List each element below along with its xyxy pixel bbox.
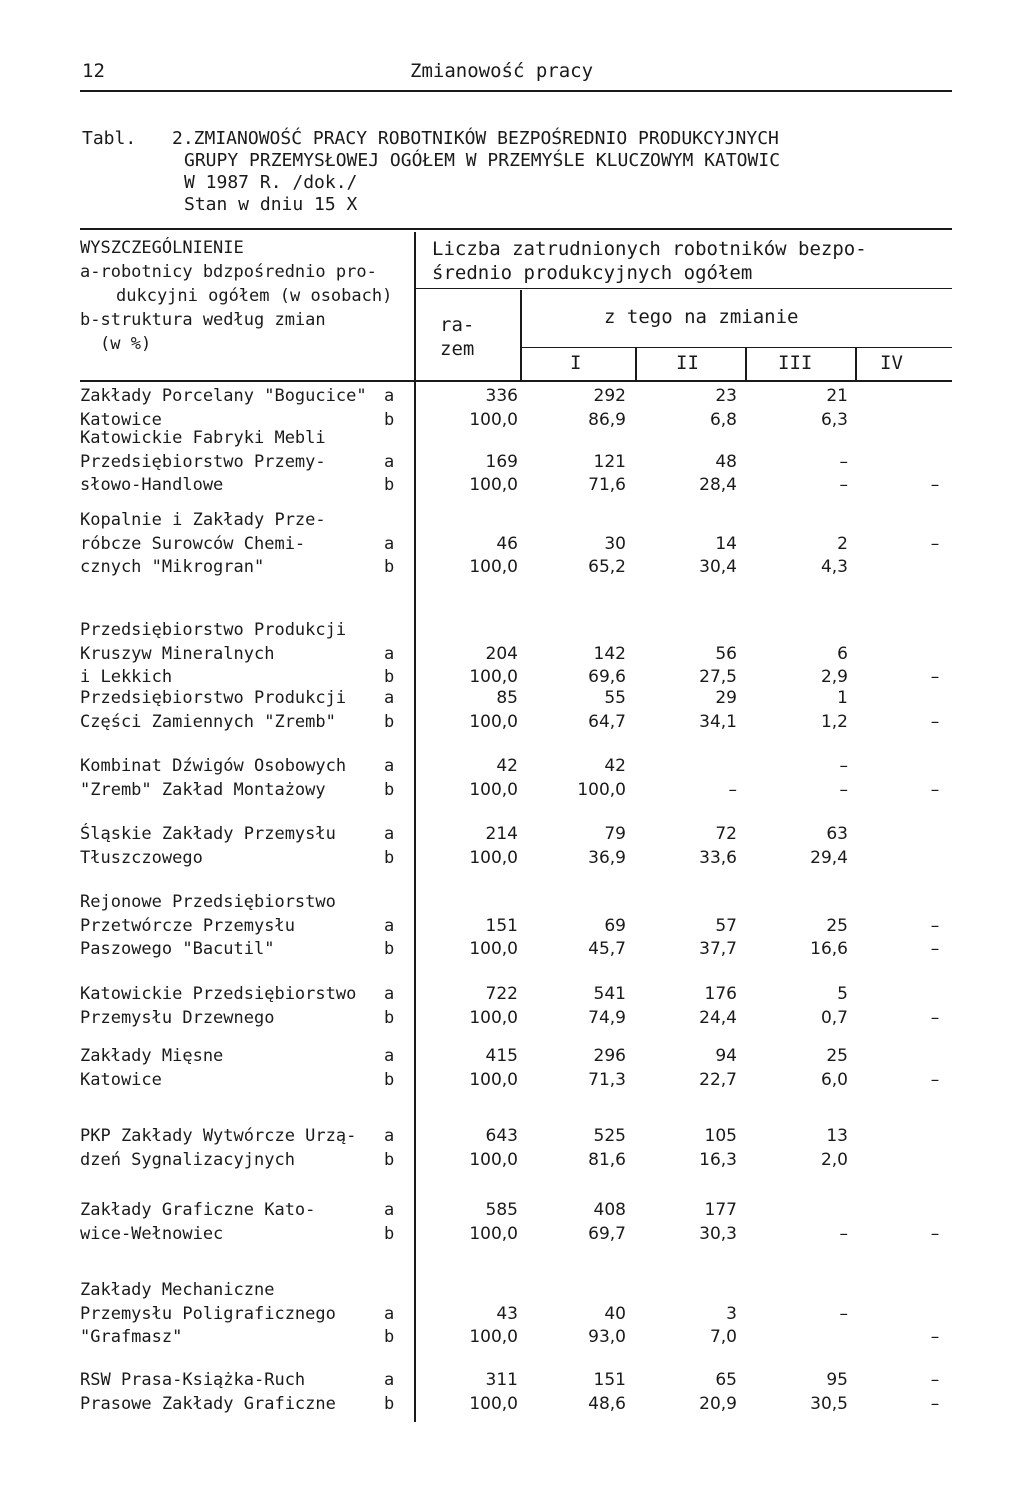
cell-b-col2: –: [728, 779, 737, 800]
row-name-line: Części Zamiennych "Zremb": [80, 711, 336, 732]
cell-a-col4: –: [930, 915, 940, 936]
cell-a-col4: –: [930, 1370, 940, 1390]
cell-b-col1: 69,6: [588, 667, 626, 687]
cell-b-col3: –: [839, 1223, 848, 1244]
header-rule: [80, 90, 952, 92]
cell-b-col3: 30,5: [810, 1393, 848, 1414]
cell-a-col0: 46: [496, 533, 518, 554]
cell-a-col0: 336: [485, 386, 518, 406]
row-marker-a: a: [384, 756, 395, 776]
cell-a-col0: 214: [485, 824, 518, 844]
cell-b-col2: 34,1: [699, 711, 737, 732]
row-marker-a: a: [384, 984, 395, 1004]
cell-a-col2: 72: [715, 824, 737, 844]
cell-a-col0: 643: [485, 1126, 518, 1146]
table-top-rule: [80, 228, 952, 230]
cell-b-col0: 100,0: [469, 1007, 518, 1028]
cell-a-col0: 722: [485, 984, 518, 1004]
cell-a-col0: 85: [496, 688, 518, 708]
cell-b-col0: 100,0: [469, 939, 518, 959]
cell-a-col3: 25: [826, 1046, 848, 1066]
cell-a-col2: 177: [704, 1200, 737, 1220]
row-marker-a: a: [384, 1200, 395, 1220]
cell-a-col3: 21: [826, 386, 848, 406]
cell-b-col4: –: [930, 1327, 940, 1347]
cell-a-col0: 311: [485, 1370, 518, 1390]
cell-b-col4: –: [930, 1393, 940, 1414]
table-title-line-4: Stan w dniu 15 X: [184, 194, 358, 215]
cell-b-col4: –: [930, 475, 940, 495]
row-marker-a: a: [384, 386, 395, 406]
row-name-line: róbcze Surowców Chemi-: [80, 533, 306, 554]
cell-a-col2: 57: [715, 915, 737, 936]
shift-II: II: [676, 352, 699, 374]
row-name-line: Przemysłu Poligraficznego: [80, 1303, 336, 1324]
cell-a-col3: –: [839, 756, 848, 776]
cell-b-col1: 36,9: [588, 847, 626, 868]
row-marker-b: b: [384, 939, 395, 959]
cell-b-col1: 64,7: [588, 711, 626, 732]
cell-a-col3: 95: [826, 1370, 848, 1390]
cell-b-col4: –: [930, 939, 940, 959]
row-name-line: Przedsiębiorstwo Produkcji: [80, 620, 347, 640]
row-name-line: Katowickie Fabryki Mebli: [80, 428, 326, 448]
cell-a-col1: 40: [604, 1303, 626, 1324]
cell-a-col2: 176: [704, 984, 737, 1004]
cell-b-col3: 0,7: [820, 1007, 848, 1028]
cell-a-col2: 3: [726, 1303, 737, 1324]
cell-a-col0: 151: [485, 915, 518, 936]
razem-header-2: zem: [440, 338, 475, 360]
cell-b-col4: –: [930, 779, 940, 800]
cell-a-col3: 5: [837, 984, 848, 1004]
row-marker-a: a: [384, 1303, 395, 1324]
stub-header-3: dukcyjni ogółem (w osobach): [116, 286, 393, 306]
row-marker-a: a: [384, 643, 395, 664]
row-marker-b: b: [384, 711, 395, 732]
row-marker-b: b: [384, 557, 395, 577]
cell-a-col0: 585: [485, 1200, 518, 1220]
cell-a-col2: 48: [715, 451, 737, 472]
cell-a-col1: 30: [604, 533, 626, 554]
table-label: Tabl.: [82, 128, 137, 149]
table-title-line-1: 2.ZMIANOWOŚĆ PRACY ROBOTNIKÓW BEZPOŚREDNIO PRODUKCYJNYCH: [172, 128, 779, 149]
cell-b-col1: 45,7: [588, 939, 626, 959]
row-name-line: dzeń Sygnalizacyjnych: [80, 1149, 295, 1170]
row-marker-b: b: [384, 409, 395, 430]
row-name-line: Zakłady Porcelany "Bogucice": [80, 386, 367, 406]
row-name-line: Zakłady Mięsne: [80, 1046, 224, 1066]
cell-a-col2: 65: [715, 1370, 737, 1390]
shift-rule: [520, 347, 952, 348]
cell-a-col0: 42: [496, 756, 518, 776]
cell-a-col3: 6: [837, 643, 848, 664]
cell-a-col4: –: [930, 533, 940, 554]
stub-header-4: b-struktura według zmian: [80, 310, 326, 330]
cell-b-col2: 33,6: [699, 847, 737, 868]
cell-b-col4: –: [930, 1069, 940, 1090]
row-marker-b: b: [384, 779, 395, 800]
shift-IV: IV: [880, 352, 903, 374]
table-title-line-3: W 1987 R. /dok./: [184, 172, 358, 193]
cell-b-col0: 100,0: [469, 557, 518, 577]
cell-b-col2: 30,4: [699, 557, 737, 577]
row-marker-a: a: [384, 1046, 395, 1066]
row-marker-a: a: [384, 533, 395, 554]
cell-a-col1: 541: [593, 984, 626, 1004]
cell-a-col2: 94: [715, 1046, 737, 1066]
cell-a-col1: 525: [593, 1126, 626, 1146]
row-name-line: "Zremb" Zakład Montażowy: [80, 779, 326, 800]
row-name-line: Katowice: [80, 409, 162, 430]
shift-I: I: [570, 352, 582, 374]
cell-b-col0: 100,0: [469, 1327, 518, 1347]
cell-a-col1: 55: [604, 688, 626, 708]
cell-b-col1: 71,3: [588, 1069, 626, 1090]
cell-b-col3: 6,0: [820, 1069, 848, 1090]
table-title-line-2: GRUPY PRZEMYSŁOWEJ OGÓŁEM W PRZEMYŚLE KLUCZOWYM KATOWIC: [184, 150, 781, 171]
cell-a-col1: 42: [604, 756, 626, 776]
cell-b-col1: 65,2: [588, 557, 626, 577]
subheader-rule: [414, 288, 952, 289]
cell-a-col1: 79: [604, 824, 626, 844]
shift-III: III: [778, 352, 813, 374]
cell-a-col2: 56: [715, 643, 737, 664]
stub-header-1: WYSZCZEGÓLNIENIE: [80, 238, 244, 258]
cell-b-col2: 7,0: [709, 1327, 737, 1347]
cell-b-col0: 100,0: [469, 711, 518, 732]
row-marker-a: a: [384, 451, 395, 472]
cell-b-col0: 100,0: [469, 1393, 518, 1414]
cell-b-col2: 6,8: [709, 409, 737, 430]
cell-b-col2: 30,3: [699, 1223, 737, 1244]
cell-b-col2: 37,7: [699, 939, 737, 959]
col-divider-2: [745, 348, 747, 380]
cell-b-col3: 2,0: [820, 1149, 848, 1170]
row-name-line: Kruszyw Mineralnych: [80, 643, 275, 664]
row-name-line: Śląskie Zakłady Przemysłu: [80, 824, 336, 844]
cell-b-col1: 74,9: [588, 1007, 626, 1028]
cell-b-col1: 81,6: [588, 1149, 626, 1170]
cell-a-col1: 408: [593, 1200, 626, 1220]
cell-b-col0: 100,0: [469, 1149, 518, 1170]
cell-b-col1: 93,0: [588, 1327, 626, 1347]
cell-a-col0: 169: [485, 451, 518, 472]
row-name-line: Prasowe Zakłady Graficzne: [80, 1393, 336, 1414]
row-name-line: Katowice: [80, 1069, 162, 1090]
cell-a-col2: 105: [704, 1126, 737, 1146]
row-name-line: Przedsiębiorstwo Przemy-: [80, 451, 326, 472]
cell-b-col1: 48,6: [588, 1393, 626, 1414]
cell-b-col4: –: [930, 711, 940, 732]
col-divider-razem: [520, 290, 522, 380]
cell-b-col2: 28,4: [699, 475, 737, 495]
row-name-line: "Grafmasz": [80, 1327, 183, 1347]
row-marker-b: b: [384, 1069, 395, 1090]
row-marker-b: b: [384, 1223, 395, 1244]
subheader: z tego na zmianie: [604, 306, 799, 328]
cell-a-col1: 69: [604, 915, 626, 936]
cell-a-col1: 296: [593, 1046, 626, 1066]
cell-a-col3: –: [839, 1303, 848, 1324]
row-name-line: wice-Wełnowiec: [80, 1223, 224, 1244]
stub-header-5: (w %): [100, 334, 152, 354]
cell-b-col1: 69,7: [588, 1223, 626, 1244]
cell-b-col3: 29,4: [810, 847, 848, 868]
row-marker-b: b: [384, 1149, 395, 1170]
cell-a-col0: 204: [485, 643, 518, 664]
razem-header-1: ra-: [440, 314, 475, 336]
cell-a-col1: 121: [593, 451, 626, 472]
row-marker-a: a: [384, 915, 395, 936]
cell-a-col0: 43: [496, 1303, 518, 1324]
cell-b-col0: 100,0: [469, 409, 518, 430]
row-marker-b: b: [384, 1393, 395, 1414]
cell-a-col3: 1: [837, 688, 848, 708]
row-name-line: Rejonowe Przedsiębiorstwo: [80, 892, 336, 912]
cell-a-col3: 25: [826, 915, 848, 936]
cell-a-col0: 415: [485, 1046, 518, 1066]
row-name-line: RSW Prasa-Książka-Ruch: [80, 1370, 306, 1390]
cell-b-col2: 24,4: [699, 1007, 737, 1028]
cell-a-col3: –: [839, 451, 848, 472]
row-marker-a: a: [384, 1370, 395, 1390]
row-marker-b: b: [384, 1327, 395, 1347]
cell-a-col1: 151: [593, 1370, 626, 1390]
cell-b-col2: 22,7: [699, 1069, 737, 1090]
row-marker-b: b: [384, 667, 395, 687]
cell-b-col1: 71,6: [588, 475, 626, 495]
cell-b-col3: 4,3: [820, 557, 848, 577]
cell-b-col2: 27,5: [699, 667, 737, 687]
cell-b-col4: –: [930, 1223, 940, 1244]
running-title: Zmianowość pracy: [410, 60, 594, 82]
cell-a-col1: 142: [593, 643, 626, 664]
row-name-line: Przedsiębiorstwo Produkcji: [80, 688, 347, 708]
cell-b-col0: 100,0: [469, 475, 518, 495]
cell-a-col3: 2: [837, 533, 848, 554]
row-name-line: Przetwórcze Przemysłu: [80, 915, 295, 936]
row-name-line: Zakłady Graficzne Kato-: [80, 1200, 316, 1220]
cell-b-col3: 2,9: [820, 667, 848, 687]
cell-b-col2: 16,3: [699, 1149, 737, 1170]
row-marker-b: b: [384, 475, 395, 495]
col-divider-3: [855, 348, 857, 380]
col-divider-1: [635, 348, 637, 380]
row-name-line: Zakłady Mechaniczne: [80, 1280, 275, 1300]
cell-a-col2: 23: [715, 386, 737, 406]
cell-b-col3: 6,3: [820, 409, 848, 430]
row-name-line: PKP Zakłady Wytwórcze Urzą-: [80, 1126, 357, 1146]
cell-b-col2: 20,9: [699, 1393, 737, 1414]
col-header-2: średnio produkcyjnych ogółem: [432, 262, 753, 284]
cell-b-col4: –: [930, 1007, 940, 1028]
row-name-line: Kopalnie i Zakłady Prze-: [80, 510, 326, 530]
cell-b-col0: 100,0: [469, 1069, 518, 1090]
cell-b-col3: 1,2: [820, 711, 848, 732]
row-name-line: Katowickie Przedsiębiorstwo: [80, 984, 357, 1004]
cell-b-col0: 100,0: [469, 847, 518, 868]
cell-b-col3: 16,6: [810, 939, 848, 959]
cell-a-col3: 13: [826, 1126, 848, 1146]
row-name-line: Paszowego "Bacutil": [80, 939, 275, 959]
row-marker-a: a: [384, 688, 395, 708]
cell-b-col0: 100,0: [469, 667, 518, 687]
cell-b-col4: –: [930, 667, 940, 687]
row-marker-b: b: [384, 847, 395, 868]
row-name-line: Kombinat Dźwigów Osobowych: [80, 756, 347, 776]
cell-a-col3: 63: [826, 824, 848, 844]
row-name-line: Przemysłu Drzewnego: [80, 1007, 275, 1028]
row-marker-b: b: [384, 1007, 395, 1028]
row-marker-a: a: [384, 824, 395, 844]
cell-b-col0: 100,0: [469, 779, 518, 800]
row-name-line: cznych "Mikrogran": [80, 557, 265, 577]
cell-a-col1: 292: [593, 386, 626, 406]
cell-a-col2: 29: [715, 688, 737, 708]
cell-b-col3: –: [839, 779, 848, 800]
cell-b-col0: 100,0: [469, 1223, 518, 1244]
cell-b-col3: –: [839, 475, 848, 495]
row-name-line: słowo-Handlowe: [80, 475, 224, 495]
cell-b-col1: 86,9: [588, 409, 626, 430]
col-header-1: Liczba zatrudnionych robotników bezpo-: [432, 238, 867, 260]
row-marker-a: a: [384, 1126, 395, 1146]
page-number: 12: [82, 60, 105, 82]
cell-a-col2: 14: [715, 533, 737, 554]
cell-b-col1: 100,0: [577, 779, 626, 800]
row-name-line: i Lekkich: [80, 667, 173, 687]
stub-header-2: a-robotnicy bdzpośrednio pro-: [80, 262, 377, 282]
row-name-line: Tłuszczowego: [80, 847, 203, 868]
header-bottom-rule: [80, 380, 952, 382]
